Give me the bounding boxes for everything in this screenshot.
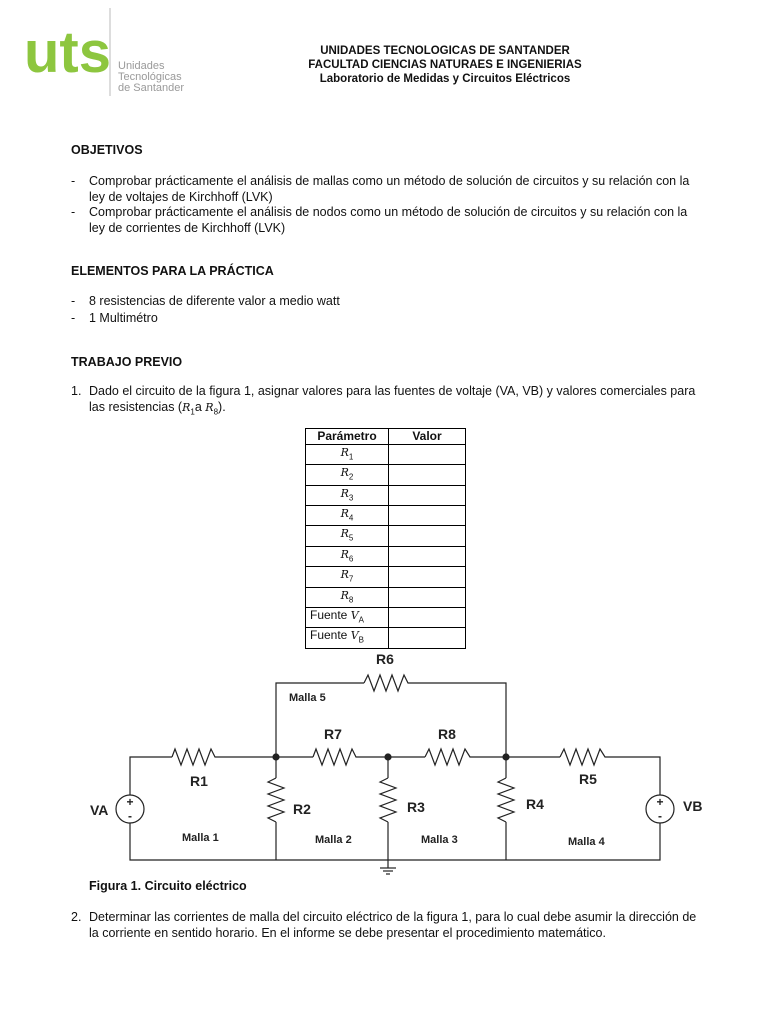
label-r3: R3	[407, 799, 425, 815]
resistor-r7	[313, 749, 358, 765]
label-r2: R2	[293, 801, 311, 817]
parameter-cell: $R_4$	[306, 505, 389, 525]
resistor-r5	[560, 749, 608, 765]
parameter-cell: $R_2$	[306, 465, 389, 485]
trabajo-item-2	[71, 910, 701, 941]
bullet-dash: -	[71, 294, 76, 308]
resistor-r4	[498, 778, 514, 822]
section-title-objetivos: OBJETIVOS	[71, 143, 143, 157]
elemento-item-1	[71, 294, 701, 310]
table-header-row	[306, 429, 466, 445]
item-number: 2.	[71, 910, 82, 924]
table-row	[306, 444, 466, 464]
va-minus: -	[128, 809, 132, 823]
header-institution: UNIDADES TECNOLOGICAS DE SANTANDER	[320, 45, 570, 57]
objetivo-2-line2: ley de corrientes de Kirchhoff (LVK)	[89, 220, 286, 235]
bullet-dash: -	[71, 205, 76, 219]
parameter-cell: $R_7$	[306, 567, 389, 587]
value-cell	[389, 587, 466, 607]
circuit-diagram	[80, 640, 740, 880]
vb-minus: -	[658, 809, 662, 823]
value-cell	[389, 465, 466, 485]
value-cell	[389, 444, 466, 464]
vb-plus: +	[656, 795, 664, 809]
resistor-r1	[172, 749, 218, 765]
table-row	[306, 505, 466, 525]
trabajo-2-line1: Determinar las corrientes de malla del circuito eléctrico de la figura 1, para lo cual debe asumir la dirección de	[89, 910, 697, 924]
label-r8: R8	[438, 726, 456, 742]
trabajo-2-line2: la corriente en sentido horario. En el informe se debe presentar el procedimiento matemático.	[89, 925, 606, 940]
header-valor: Valor	[389, 429, 466, 445]
table-row	[306, 485, 466, 505]
parameter-cell: $R_3$	[306, 485, 389, 505]
trabajo-1-line1: Dado el circuito de la figura 1, asignar valores para las fuentes de voltaje (VA, VB) y valores comerciales para	[89, 384, 696, 398]
parameter-cell: $R_6$	[306, 546, 389, 566]
label-va: VA	[90, 802, 109, 818]
value-cell	[389, 485, 466, 505]
label-r4: R4	[526, 796, 544, 812]
label-r1: R1	[190, 773, 208, 789]
wire	[410, 683, 506, 757]
parameter-table	[305, 428, 466, 649]
table-row	[306, 587, 466, 607]
logo-mark: uts	[24, 20, 111, 85]
table-row	[306, 567, 466, 587]
objetivo-item-1	[71, 174, 701, 205]
section-title-elementos: ELEMENTOS PARA LA PRÁCTICA	[71, 264, 274, 278]
wire	[130, 757, 172, 768]
value-cell	[389, 546, 466, 566]
trabajo-1-line2: las resistencias ($R_1a$ $R_8$).	[89, 399, 226, 416]
parameter-cell: $R_1$	[306, 444, 389, 464]
item-number: 1.	[71, 384, 82, 398]
logo-line2: Tecnológicas	[118, 71, 182, 83]
uts-logo	[22, 8, 197, 98]
resistor-r8	[425, 749, 473, 765]
resistor-r2	[268, 778, 284, 822]
elemento-1-text: 8 resistencias de diferente valor a medio watt	[89, 294, 340, 308]
label-malla-5: Malla 5	[289, 692, 326, 704]
value-cell	[389, 505, 466, 525]
label-malla-3: Malla 3	[421, 834, 458, 846]
wire	[608, 757, 660, 795]
value-cell	[389, 567, 466, 587]
header-lab: Laboratorio de Medidas y Circuitos Eléctricos	[319, 73, 571, 85]
figure-caption: Figura 1. Circuito eléctrico	[89, 879, 247, 893]
table-row	[306, 607, 466, 627]
va-plus: +	[126, 795, 134, 809]
label-malla-4: Malla 4	[568, 836, 605, 848]
document-header	[240, 44, 650, 86]
objetivo-1-line2: ley de voltajes de Kirchhoff (LVK)	[89, 189, 273, 204]
label-r7: R7	[324, 726, 342, 742]
label-malla-1: Malla 1	[182, 832, 219, 844]
objetivo-2-line1: Comprobar prácticamente el análisis de nodos como un método de solución de circuitos y su relación con la	[89, 205, 688, 219]
objetivo-item-2	[71, 205, 701, 236]
table-row	[306, 465, 466, 485]
objetivo-1-line1: Comprobar prácticamente el análisis de mallas como un método de solución de circuitos y su relación con la	[89, 174, 690, 188]
node-dot	[503, 754, 509, 760]
parameter-cell: $R_5$	[306, 526, 389, 546]
section-title-trabajo-previo: TRABAJO PREVIO	[71, 355, 183, 369]
label-vb: VB	[683, 798, 703, 814]
elemento-item-2	[71, 311, 701, 327]
node-dot	[273, 754, 279, 760]
trabajo-item-1	[71, 384, 701, 420]
label-r6: R6	[376, 651, 394, 667]
parameter-cell: Fuente $V_B$	[306, 628, 389, 648]
parameter-cell: $R_8$	[306, 587, 389, 607]
header-faculty: FACULTAD CIENCIAS NATURAES E INGENIERIAS	[308, 59, 582, 71]
table-row	[306, 526, 466, 546]
header-parametro: Parámetro	[306, 429, 389, 445]
logo-line3: de Santander	[118, 82, 185, 94]
elemento-2-text: 1 Multimétro	[89, 311, 158, 325]
logo-line1: Unidades	[118, 60, 165, 72]
resistor-r3	[380, 778, 396, 822]
label-malla-2: Malla 2	[315, 834, 352, 846]
table-row	[306, 546, 466, 566]
resistor-r6	[364, 675, 410, 691]
label-r5: R5	[579, 771, 597, 787]
bullet-dash: -	[71, 311, 76, 325]
bullet-dash: -	[71, 174, 76, 188]
value-cell	[389, 607, 466, 627]
parameter-cell: Fuente $V_A$	[306, 607, 389, 627]
node-dot	[385, 754, 391, 760]
value-cell	[389, 526, 466, 546]
